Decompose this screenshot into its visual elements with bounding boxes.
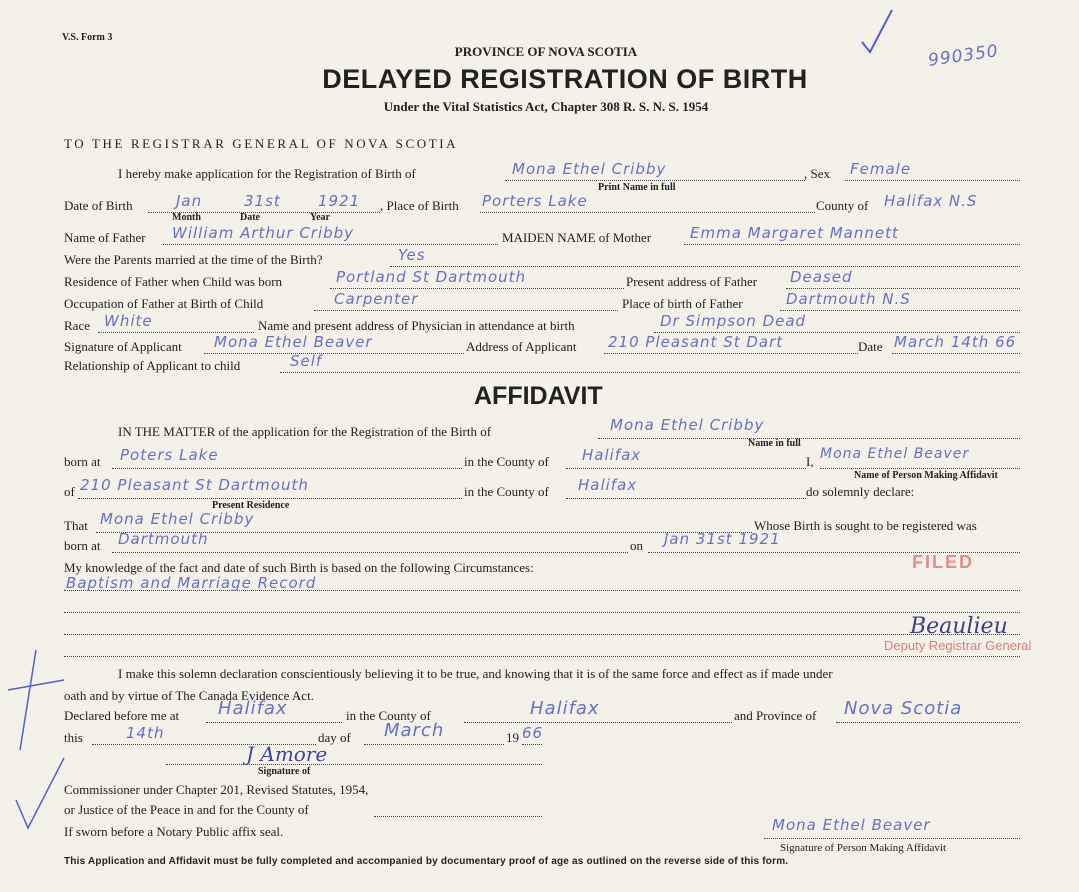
in-county-label-3: in the County of xyxy=(346,708,431,723)
pob-label: , Place of Birth xyxy=(380,198,459,213)
that-value: Mona Ethel Cribby xyxy=(100,510,255,528)
born-at-value: Poters Lake xyxy=(120,446,219,464)
county2-value: Halifax xyxy=(578,476,638,494)
name-full-note: Name in full xyxy=(748,438,801,449)
commissioner-line: Commissioner under Chapter 201, Revised Statutes, 1954, xyxy=(64,782,369,797)
county3-value: Halifax xyxy=(530,698,600,719)
affiant-note: Name of Person Making Affidavit xyxy=(854,470,998,481)
this-label: this xyxy=(64,730,83,745)
sig-applicant-value: Mona Ethel Beaver xyxy=(214,333,373,351)
in-county-label-2: in the County of xyxy=(464,484,549,499)
addressee: TO THE REGISTRAR GENERAL OF NOVA SCOTIA xyxy=(64,136,459,151)
margin-mark-icon xyxy=(6,640,66,840)
pob-value: Porters Lake xyxy=(482,192,588,210)
father-label: Name of Father xyxy=(64,230,146,245)
present-father-label: Present address of Father xyxy=(626,274,758,289)
month-value: March xyxy=(384,720,445,741)
knowledge-value: Baptism and Marriage Record xyxy=(66,574,317,592)
day-of-label: day of xyxy=(318,730,351,745)
checkmark-icon xyxy=(858,6,898,56)
form-title: DELAYED REGISTRATION OF BIRTH xyxy=(322,64,808,94)
notary-line: If sworn before a Notary Public affix seal. xyxy=(64,824,284,839)
filed-stamp: FILED xyxy=(912,552,974,572)
county-value: Halifax N.S xyxy=(884,192,978,210)
sex-value: Female xyxy=(850,160,912,178)
dob-day: 31st xyxy=(244,192,281,210)
occupation-label: Occupation of Father at Birth of Child xyxy=(64,296,264,311)
registrar-signature: Beaulieu xyxy=(910,614,1008,639)
in-county-label-1: in the County of xyxy=(464,454,549,469)
father-birthplace-label: Place of birth of Father xyxy=(622,296,743,311)
apply-label: I hereby make application for the Registration of Birth of xyxy=(118,166,416,181)
on-label: on xyxy=(630,538,643,553)
year-value: 66 xyxy=(522,724,544,742)
matter-name-value: Mona Ethel Cribby xyxy=(610,416,765,434)
province-value: Nova Scotia xyxy=(844,698,963,719)
that-label: That xyxy=(64,518,88,533)
solemn-line-1: I make this solemn declaration conscientiously believing it to be true, and knowing that it is of the same force and effect as if made under xyxy=(118,666,833,681)
province-label: and Province of xyxy=(734,708,817,723)
form-subtitle: Under the Vital Statistics Act, Chapter 308 R. S. N. S. 1954 xyxy=(383,99,709,114)
of-value: 210 Pleasant St Dartmouth xyxy=(80,476,309,494)
person-signature-value: Mona Ethel Beaver xyxy=(772,816,931,834)
dob-label: Date of Birth xyxy=(64,198,133,213)
born-at-label: born at xyxy=(64,454,101,469)
dob-month: Jan xyxy=(176,192,203,210)
i-label: I, xyxy=(806,454,814,469)
declare-label: do solemnly declare: xyxy=(806,484,915,499)
relationship-label: Relationship of Applicant to child xyxy=(64,358,241,373)
form-number: V.S. Form 3 xyxy=(62,32,113,43)
solemn-line-2: oath and by virtue of The Canada Evidence Act. xyxy=(64,688,314,703)
res-father-label: Residence of Father when Child was born xyxy=(64,274,283,289)
year-prefix: 19 xyxy=(506,730,519,745)
this-value: 14th xyxy=(126,724,165,742)
person-sig-note: Signature of Person Making Affidavit xyxy=(780,842,946,854)
month-note: Month xyxy=(172,212,201,223)
declared-label: Declared before me at xyxy=(64,708,180,723)
addr-applicant-value: 210 Pleasant St Dart xyxy=(608,333,784,351)
mother-label: MAIDEN NAME of Mother xyxy=(502,230,652,245)
knowledge-label: My knowledge of the fact and date of such Birth is based on the following Circumstances: xyxy=(64,560,534,575)
present-residence-note: Present Residence xyxy=(212,500,290,511)
res-father-value: Portland St Dartmouth xyxy=(336,268,527,286)
child-name-value: Mona Ethel Cribby xyxy=(512,160,667,178)
print-name-note: Print Name in full xyxy=(598,182,676,193)
physician-label: Name and present address of Physician in attendance at birth xyxy=(258,318,575,333)
deputy-registrar-stamp: Deputy Registrar General xyxy=(884,638,1032,653)
province-heading: PROVINCE OF NOVA SCOTIA xyxy=(454,44,638,59)
occupation-value: Carpenter xyxy=(334,290,419,308)
race-label: Race xyxy=(64,318,90,333)
born-at2-value: Dartmouth xyxy=(118,530,209,548)
father-value: William Arthur Cribby xyxy=(172,224,355,242)
date-note: Date xyxy=(240,212,260,223)
reference-number: 990350 xyxy=(926,41,1000,71)
date-label: Date xyxy=(858,339,883,354)
born-at2-label: born at xyxy=(64,538,101,553)
signature-of-note: Signature of xyxy=(258,766,311,777)
county1-value: Halifax xyxy=(582,446,642,464)
addr-applicant-label: Address of Applicant xyxy=(466,339,577,354)
physician-value: Dr Simpson Dead xyxy=(660,312,807,330)
married-label: Were the Parents married at the time of the Birth? xyxy=(64,252,323,267)
whose-birth-label: Whose Birth is sought to be registered was xyxy=(754,518,977,533)
married-value: Yes xyxy=(398,246,426,264)
of-label: of xyxy=(64,484,75,499)
on-value: Jan 31st 1921 xyxy=(664,530,781,548)
footer-note: This Application and Affidavit must be fully completed and accompanied by documentary proof of age as outlined on the reverse side of this form. xyxy=(64,856,789,867)
matter-label: IN THE MATTER of the application for the Registration of the Birth of xyxy=(118,424,492,439)
sex-label: , Sex xyxy=(804,166,830,181)
present-father-value: Deased xyxy=(790,268,853,286)
sig-applicant-label: Signature of Applicant xyxy=(64,339,182,354)
justice-line: or Justice of the Peace in and for the County of xyxy=(64,802,309,817)
race-value: White xyxy=(104,312,153,330)
relationship-value: Self xyxy=(290,352,323,370)
commissioner-signature: J Amore xyxy=(246,742,328,766)
dob-year: 1921 xyxy=(318,192,361,210)
mother-value: Emma Margaret Mannett xyxy=(690,224,899,242)
date-value: March 14th 66 xyxy=(894,333,1017,351)
father-birthplace-value: Dartmouth N.S xyxy=(786,290,911,308)
year-note: Year xyxy=(310,212,330,223)
declared-at-value: Halifax xyxy=(218,698,288,719)
affiant-value: Mona Ethel Beaver xyxy=(820,446,970,462)
affidavit-heading: AFFIDAVIT xyxy=(474,382,603,410)
county-label: County of xyxy=(816,198,869,213)
